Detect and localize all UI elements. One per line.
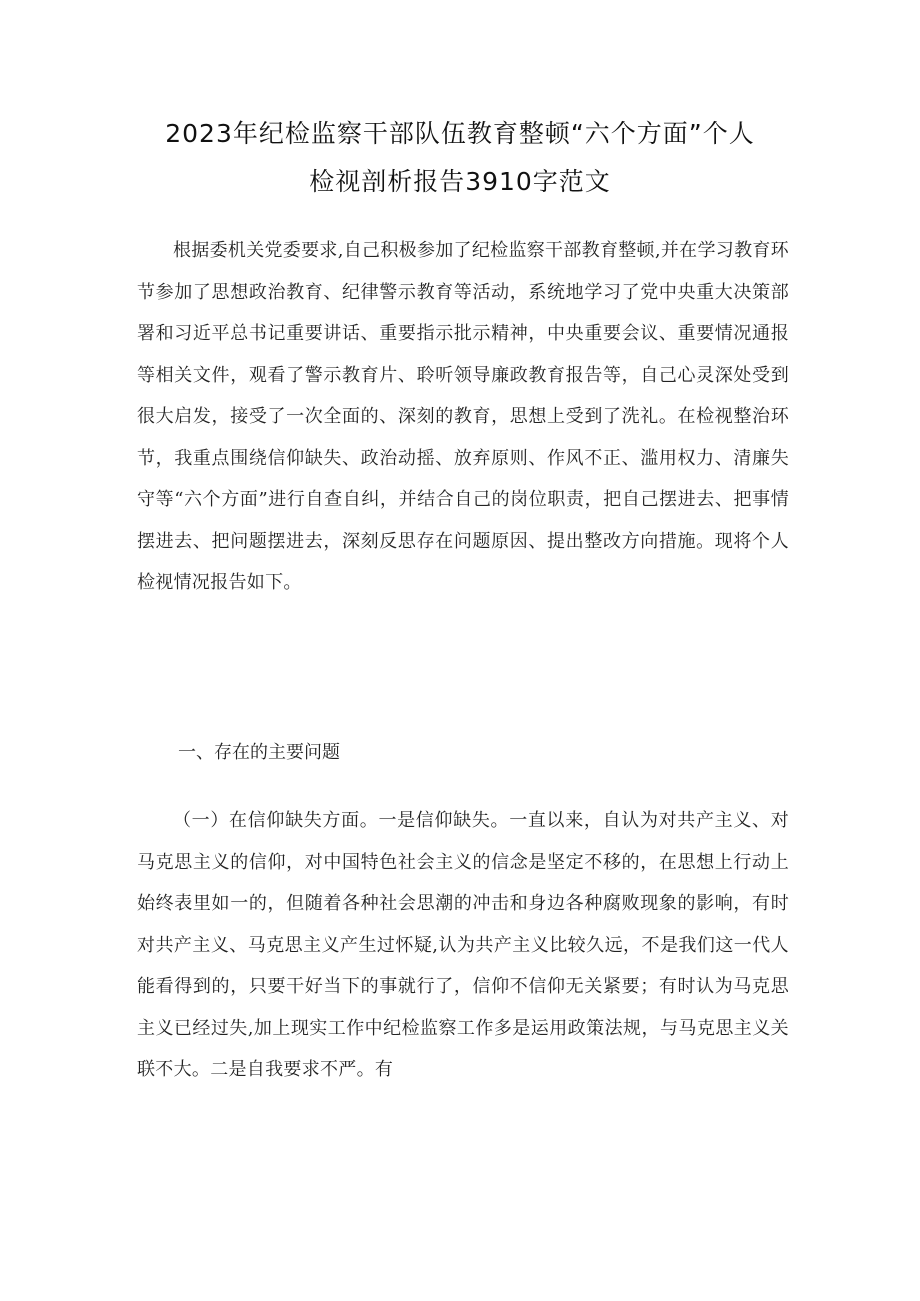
document-title bbox=[120, 110, 800, 206]
title-line-2: 检视剖析报告3910字范文 bbox=[309, 167, 611, 196]
title-line-1: 2023年纪检监察干部队伍教育整顿“六个方面”个人 bbox=[165, 119, 755, 148]
section-paragraph: （一）在信仰缺失方面。一是信仰缺失。一直以来，自认为对共产主义、对马克思主义的信仰，对中国特色社会主义的信念是坚定不移的，在思想上行动上始终表里如一的，但随着各种社会思潮的冲击和身边各种腐败现象的影响，有时对共产主义、马克思主义产生过怀疑,认为共产主义比较久远，不是我们这一代人能看得到的，只要干好当下的事就行了，信仰不信仰无关紧要；有时认为马克思主义已经过失,加上现实工作中纪检监察工作多是运用政策法规，与马克思主义关联不大。二是自我要求不严。有 bbox=[137, 810, 789, 1080]
section-heading: 一、存在的主要问题 bbox=[178, 742, 340, 763]
intro-paragraph: 根据委机关党委要求,自己积极参加了纪检监察干部教育整顿,并在学习教育环节参加了思想政治教育、纪律警示教育等活动，系统地学习了党中央重大决策部署和习近平总书记重要讲话、重要指示批示精神，中央重要会议、重要情况通报等相关文件，观看了警示教育片、聆听领导廉政教育报告等，自己心灵深处受到很大启发，接受了一次全面的、深刻的教育，思想上受到了洗礼。在检视整治环节，我重点围绕信仰缺失、政治动摇、放弃原则、作风不正、滥用权力、清廉失守等“六个方面”进行自查自纠，并结合自己的岗位职责，把自己摆进去、把事情摆进去、把问题摆进去，深刻反思存在问题原因、提出整改方向措施。现将个人检视情况报告如下。 bbox=[137, 240, 789, 593]
